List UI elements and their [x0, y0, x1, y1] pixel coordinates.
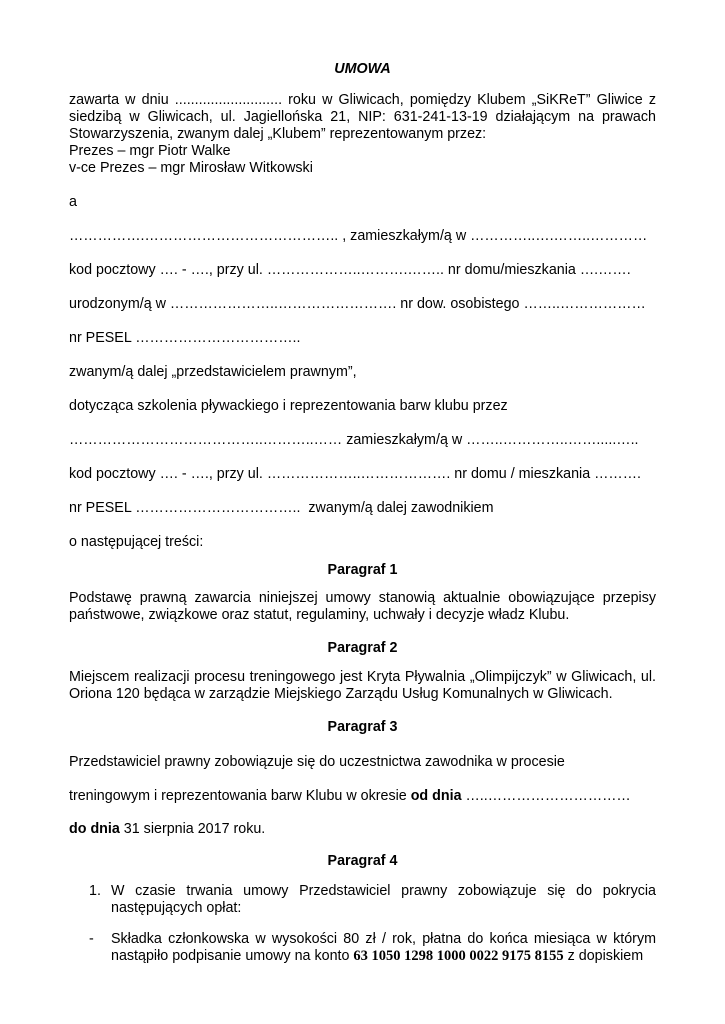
paragraph-3-line-2 [69, 788, 656, 805]
intro-paragraph: zawarta w dniu ........................... roku w Gliwicach, pomiędzy Klubem „SiKReT” Gliwice z siedzibą w Gliwicach, ul. Jagiellońska 21, NIP: 631-241-13-19 działającym na prawach Stowarzyszenia, zwanym dalej „Klubem” reprezentowanym przez: [69, 92, 656, 142]
item-1-text: W czasie trwania umowy Przedstawiciel prawny zobowiązuje się do pokrycia następujących opłat: [111, 883, 656, 916]
to-date-label: do dnia [69, 821, 120, 837]
paragraph-4-item-1 [89, 883, 656, 917]
paragraph-4-heading: Paragraf 4 [327, 853, 398, 869]
paragraph-1-heading: Paragraf 1 [327, 562, 398, 578]
and-line: a [69, 194, 77, 210]
representative-name-line: …………….………………………………….. , zamieszkałym/ą w …………..….……..………… [69, 228, 648, 244]
from-date-blank: …..………………………… [461, 788, 631, 804]
paragraph-1-text: Podstawę prawną zawarcia niniejszej umowy stanowią aktualnie obowiązujące przepisy państwowe, związkowe oraz statut, regulaminy, uchwały i decyzje władz Klubu. [69, 590, 656, 623]
period-text: treningowym i reprezentowania barw Klubu w okresie [69, 788, 411, 804]
president-line: Prezes – mgr Piotr Walke [69, 143, 231, 159]
bank-account-number: 63 1050 1298 1000 0022 9175 8155 [353, 948, 564, 964]
from-date-label: od dnia [410, 788, 462, 804]
paragraph-2-heading: Paragraf 2 [327, 640, 398, 656]
list-number: 1. [89, 883, 101, 899]
athlete-pesel: nr PESEL …………………………….. [69, 500, 301, 516]
paragraph-4-item-2 [89, 931, 656, 965]
item-2-text-a: Składka członkowska w wysokości 80 zł / rok, płatna do końca miesiąca w którym nastąpiło podpisanie umowy na konto [111, 931, 656, 964]
purpose-line: dotycząca szkolenia pływackiego i reprezentowania barw klubu przez [69, 398, 508, 414]
vice-president-line: v-ce Prezes – mgr Mirosław Witkowski [69, 160, 313, 176]
to-date-value: 31 sierpnia 2017 roku. [119, 821, 266, 837]
item-2-text-b: z dopiskiem [563, 948, 644, 964]
representative-postal-line: kod pocztowy …. - …., przy ul. ………………..……….…….. nr domu/mieszkania ….……. [69, 262, 631, 278]
following-line: o następującej treści: [69, 534, 204, 550]
athlete-name-line: …………………………………..………..…… zamieszkałym/ą w ……..…………..…….....….. [69, 432, 639, 448]
representative-alias-line: zwanym/ą dalej „przedstawicielem prawnym”, [69, 364, 357, 380]
athlete-postal-line: kod pocztowy …. - …., przy ul. ………………..………………. nr domu / mieszkania ………. [69, 466, 641, 482]
athlete-alias: zwanym/ą dalej zawodnikiem [308, 500, 494, 516]
paragraph-2-text: Miejscem realizacji procesu treningowego jest Kryta Pływalnia „Olimpijczyk” w Gliwicach, ul. Oriona 120 będąca w zarządzie Miejskiego Zarządu Usług Komunalnych w Gliwicach. [69, 669, 656, 702]
representative-birth-line: urodzonym/ą w …………………..……………………. nr dow. osobistego ……..……………… [69, 296, 646, 312]
document-title: UMOWA [334, 61, 391, 77]
list-dash: - [89, 931, 94, 947]
paragraph-3-line-1: Przedstawiciel prawny zobowiązuje się do uczestnictwa zawodnika w procesie [69, 754, 565, 770]
athlete-pesel-line [69, 500, 656, 517]
representative-pesel-line: nr PESEL …………………………….. [69, 330, 301, 346]
paragraph-3-heading: Paragraf 3 [327, 719, 398, 735]
paragraph-3-line-3 [69, 821, 656, 838]
